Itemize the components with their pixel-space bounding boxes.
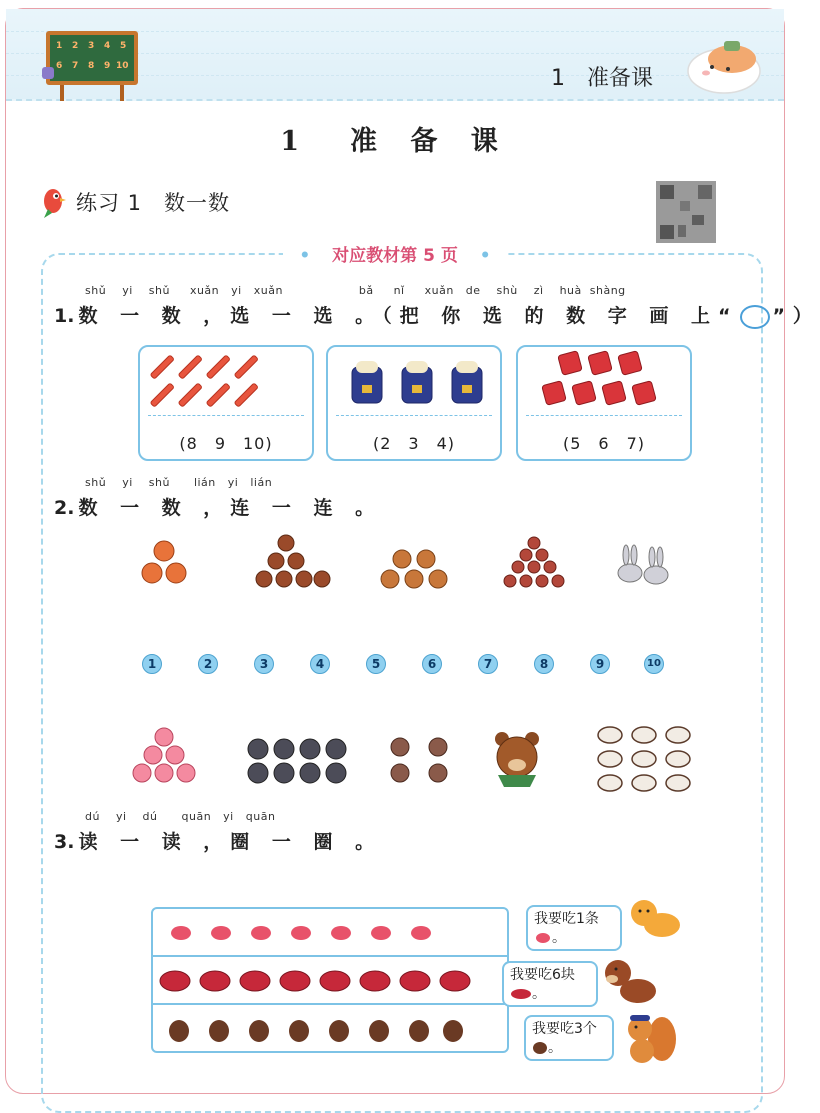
- sharpener-icon: [518, 347, 694, 415]
- practice-label: 练习 1 数一数: [76, 191, 231, 215]
- number-dot-10[interactable]: 10: [644, 654, 664, 674]
- number-dot-3[interactable]: 3: [254, 654, 274, 674]
- meat-icon: [510, 988, 532, 1000]
- dog-speech-bubble: 我要吃6块 。: [502, 961, 598, 1007]
- dog-icon: [600, 953, 662, 1007]
- meat-icon: [153, 957, 507, 1003]
- food-table: [151, 907, 509, 1053]
- squirrel-icon: [618, 1005, 680, 1069]
- lesson-title: 1 准 备 课: [280, 126, 510, 157]
- parrot-icon: [40, 185, 66, 219]
- number-dot-7[interactable]: 7: [478, 654, 498, 674]
- cow-icon: [598, 727, 690, 791]
- fish-icon: [153, 909, 507, 955]
- practice-heading: [40, 185, 230, 219]
- blackboard-icon: 1 2 3 4 5 6 7 8 9 10: [46, 31, 138, 85]
- number-dot-8[interactable]: 8: [534, 654, 554, 674]
- q3-pinyin: dú yi dú quān yi quān: [85, 810, 276, 823]
- squirrel-speech-bubble: 我要吃3个 。: [524, 1015, 614, 1061]
- q3-prompt: 3. 读 一 读 ，圈 一 圈 。: [54, 831, 383, 853]
- number-dot-4[interactable]: 4: [310, 654, 330, 674]
- pig-icon: [133, 728, 195, 782]
- q2-pinyin: shǔ yi shǔ lián yi lián: [85, 476, 273, 489]
- eraser-icon: [40, 63, 56, 83]
- squirrel-icon: [391, 738, 447, 782]
- number-dot-5[interactable]: 5: [366, 654, 386, 674]
- qr-code-icon[interactable]: [656, 181, 716, 243]
- q1-options-3[interactable]: (5 6 7): [562, 434, 646, 453]
- hamster-icon: [684, 33, 764, 95]
- chestnut-icon: [153, 1005, 507, 1051]
- number-dot-9[interactable]: 9: [590, 654, 610, 674]
- number-dot-6[interactable]: 6: [422, 654, 442, 674]
- animal-groups-top: [126, 529, 686, 599]
- q1-pinyin: shǔ yi shǔ xuǎn yi xuǎn bǎ nǐ xuǎn de shù zì huà shàng: [85, 284, 626, 297]
- animal-groups-bottom: [126, 721, 706, 801]
- q1-prompt: 1. 数 一 数 ，选 一 选 。（把 你 选 的 数 字 画 上“ ”）: [54, 305, 820, 327]
- schoolbag-icon: [328, 347, 504, 415]
- cat-icon: [626, 891, 686, 941]
- q1-box-pencils[interactable]: [138, 345, 314, 461]
- chestnut-row[interactable]: [153, 1005, 507, 1053]
- q1-options-2[interactable]: (2 3 4): [372, 434, 456, 453]
- monkey-icon: [381, 550, 447, 588]
- header-title: 1 准备课: [551, 66, 653, 91]
- number-dot-1[interactable]: 1: [142, 654, 162, 674]
- q2-prompt: 2. 数 一 数 ，连 一 连 。: [54, 497, 383, 519]
- fish-row[interactable]: [153, 909, 507, 957]
- meat-row[interactable]: [153, 957, 507, 1005]
- deer-icon: [256, 535, 330, 587]
- blank-circle-icon: [740, 305, 770, 329]
- textbook-reference: • 对应教材第 5 页 •: [6, 241, 784, 266]
- q1-box-bags[interactable]: [326, 345, 502, 461]
- cat-speech-bubble: 我要吃1条 。: [526, 905, 622, 951]
- workbook-page: [5, 8, 820, 1094]
- cat-icon: [248, 739, 346, 783]
- header-band: [6, 9, 784, 101]
- fish-icon: [534, 932, 552, 944]
- number-dot-2[interactable]: 2: [198, 654, 218, 674]
- q1-box-sharpeners[interactable]: [516, 345, 692, 461]
- hedgehog-icon: [504, 537, 564, 587]
- chestnut-icon: [532, 1041, 548, 1055]
- fox-icon: [142, 541, 186, 583]
- q1-options-1[interactable]: (8 9 10): [179, 434, 273, 453]
- bear-icon: [495, 732, 539, 787]
- pencil-icon: [140, 347, 316, 415]
- rabbit-icon: [618, 545, 668, 584]
